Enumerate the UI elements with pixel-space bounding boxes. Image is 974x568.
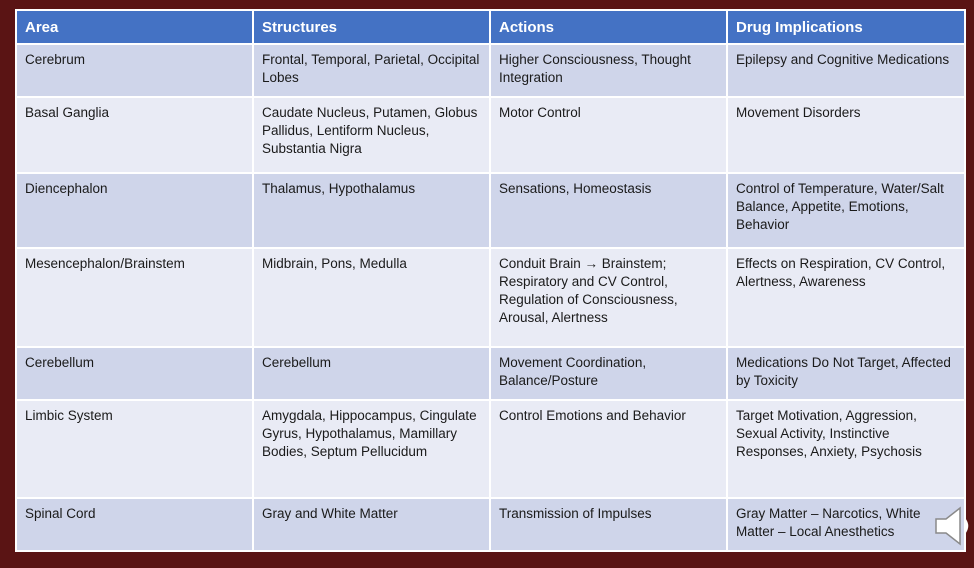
cell-structures: Caudate Nucleus, Putamen, Globus Pallidus, Lentiform Nucleus, Substantia Nigra	[253, 97, 490, 173]
cell-drug-implications: Control of Temperature, Water/Salt Balance, Appetite, Emotions, Behavior	[727, 173, 965, 248]
cell-area: Cerebrum	[16, 44, 253, 97]
brain-areas-table-wrap	[15, 9, 964, 552]
cell-structures: Midbrain, Pons, Medulla	[253, 248, 490, 347]
cell-area: Cerebellum	[16, 347, 253, 400]
cell-area: Diencephalon	[16, 173, 253, 248]
cell-drug-implications: Target Motivation, Aggression, Sexual Activity, Instinctive Responses, Anxiety, Psychosis	[727, 400, 965, 498]
cell-structures: Frontal, Temporal, Parietal, Occipital Lobes	[253, 44, 490, 97]
header-structures: Structures	[253, 10, 490, 44]
table-row	[16, 97, 965, 173]
cell-actions: Control Emotions and Behavior	[490, 400, 727, 498]
cell-actions: Sensations, Homeostasis	[490, 173, 727, 248]
cell-drug-implications: Gray Matter – Narcotics, White Matter – Local Anesthetics	[727, 498, 965, 551]
header-actions: Actions	[490, 10, 727, 44]
cell-area: Basal Ganglia	[16, 97, 253, 173]
cell-structures: Gray and White Matter	[253, 498, 490, 551]
cell-area: Limbic System	[16, 400, 253, 498]
cell-structures: Cerebellum	[253, 347, 490, 400]
cell-drug-implications: Medications Do Not Target, Affected by Toxicity	[727, 347, 965, 400]
cell-drug-implications: Epilepsy and Cognitive Medications	[727, 44, 965, 97]
cell-actions: Motor Control	[490, 97, 727, 173]
cell-actions: Transmission of Impulses	[490, 498, 727, 551]
table-row	[16, 400, 965, 498]
cell-actions: Movement Coordination, Balance/Posture	[490, 347, 727, 400]
cell-area: Spinal Cord	[16, 498, 253, 551]
table-header-row	[16, 10, 965, 44]
cell-actions: Conduit Brain → Brainstem; Respiratory and CV Control, Regulation of Consciousness, Arousal, Alertness	[490, 248, 727, 347]
cell-actions: Higher Consciousness, Thought Integration	[490, 44, 727, 97]
speaker-icon[interactable]	[934, 505, 974, 547]
cell-structures: Thalamus, Hypothalamus	[253, 173, 490, 248]
cell-area: Mesencephalon/Brainstem	[16, 248, 253, 347]
cell-structures: Amygdala, Hippocampus, Cingulate Gyrus, Hypothalamus, Mamillary Bodies, Septum Pellucidum	[253, 400, 490, 498]
cell-drug-implications: Effects on Respiration, CV Control, Alertness, Awareness	[727, 248, 965, 347]
table-row	[16, 173, 965, 248]
table-row	[16, 347, 965, 400]
table-row	[16, 498, 965, 551]
header-drug-implications: Drug Implications	[727, 10, 965, 44]
cell-drug-implications: Movement Disorders	[727, 97, 965, 173]
brain-areas-table	[15, 9, 966, 552]
table-row	[16, 44, 965, 97]
header-area: Area	[16, 10, 253, 44]
table-row	[16, 248, 965, 347]
